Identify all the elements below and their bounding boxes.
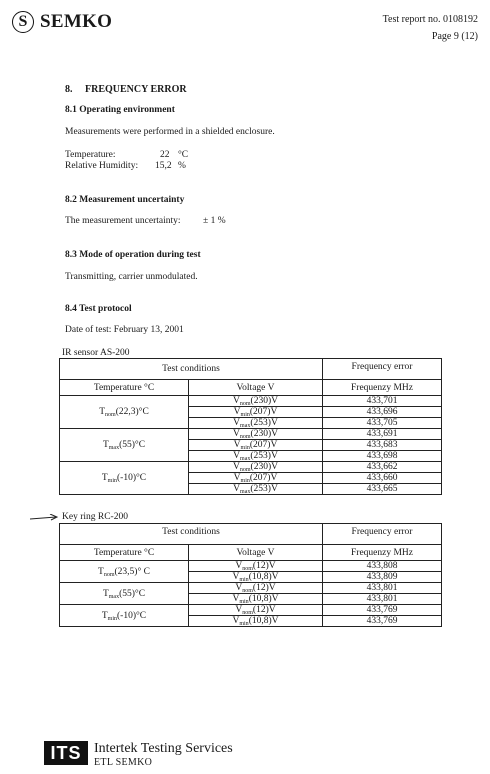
protocol-heading: 8.4 Test protocol xyxy=(65,304,132,314)
report-number: Test report no. 0108192 xyxy=(382,14,478,25)
temperature-value: 22 xyxy=(160,150,170,160)
frequency-column-header: Frequenzy MHz xyxy=(323,545,442,561)
temperature-cell: $T_{min}(-10)^\circ C$ xyxy=(60,605,189,627)
table-row xyxy=(60,605,442,616)
voltage-cell: $V_{max}(253)V$ xyxy=(189,418,323,429)
voltage-cell: $V_{max}(253)V$ xyxy=(189,484,323,495)
voltage-cell: $V_{nom}(12)V$ xyxy=(189,561,323,572)
temperature-column-header: Temperature °C xyxy=(60,380,189,396)
voltage-cell: $V_{nom}(230)V$ xyxy=(189,429,323,440)
mode-heading: 8.3 Mode of operation during test xyxy=(65,250,201,260)
env-text: Measurements were performed in a shielded enclosure. xyxy=(65,127,275,137)
table2-caption: Key ring RC-200 xyxy=(62,512,128,522)
frequency-cell: 433,801 xyxy=(323,583,442,594)
frequency-cell: 433,696 xyxy=(323,407,442,418)
voltage-cell: $V_{nom}(12)V$ xyxy=(189,583,323,594)
voltage-cell: $V_{nom}(12)V$ xyxy=(189,605,323,616)
frequency-cell: 433,662 xyxy=(323,462,442,473)
temperature-cell: $T_{max}(55)^\circ C$ xyxy=(60,429,189,462)
voltage-cell: $V_{min}(10,8)V$ xyxy=(189,616,323,627)
temperature-column-header: Temperature °C xyxy=(60,545,189,561)
humidity-unit: % xyxy=(178,161,186,171)
voltage-cell: $V_{nom}(230)V$ xyxy=(189,396,323,407)
uncertainty-label: The measurement uncertainty: xyxy=(65,216,181,226)
section-title: 8. FREQUENCY ERROR xyxy=(65,84,187,95)
footer-company-name: Intertek Testing Services xyxy=(94,741,233,756)
voltage-column-header: Voltage V xyxy=(189,380,323,396)
uncertainty-heading: 8.2 Measurement uncertainty xyxy=(65,195,185,205)
footer-subtitle: ETL SEMKO xyxy=(94,757,153,768)
frequency-error-header: Frequency error xyxy=(351,527,413,537)
uncertainty-value: ± 1 % xyxy=(203,216,226,226)
voltage-cell: $V_{max}(253)V$ xyxy=(189,451,323,462)
frequency-cell: 433,683 xyxy=(323,440,442,451)
frequency-cell: 433,691 xyxy=(323,429,442,440)
page-number: Page 9 (12) xyxy=(431,31,478,42)
temperature-cell: $T_{nom}(22,3)^\circ C$ xyxy=(60,396,189,429)
temperature-label: Temperature: xyxy=(65,150,116,160)
frequency-cell: 433,769 xyxy=(323,616,442,627)
semko-logo-text: SEMKO xyxy=(40,11,113,32)
voltage-column-header: Voltage V xyxy=(189,545,323,561)
arrow-marker-icon xyxy=(30,514,60,522)
voltage-cell: $V_{min}(207)V$ xyxy=(189,473,323,484)
ir-sensor-table xyxy=(59,358,442,495)
table-row xyxy=(60,429,442,440)
table-row xyxy=(60,561,442,572)
its-logo: ITS xyxy=(44,741,88,765)
humidity-label: Relative Humidity: xyxy=(65,161,139,171)
frequency-error-header: Frequency error xyxy=(351,362,413,372)
temperature-cell: $T_{min}(-10)^\circ C$ xyxy=(60,462,189,495)
key-ring-table xyxy=(59,523,442,627)
voltage-cell: $V_{nom}(230)V$ xyxy=(189,462,323,473)
frequency-cell: 433,665 xyxy=(323,484,442,495)
frequency-cell: 433,809 xyxy=(323,572,442,583)
test-conditions-header: Test conditions xyxy=(60,524,323,545)
table1-caption: IR sensor AS-200 xyxy=(62,348,130,358)
frequency-cell: 433,660 xyxy=(323,473,442,484)
table-row xyxy=(60,583,442,594)
humidity-value: 15,2 xyxy=(155,161,172,171)
temperature-cell: $T_{nom}(23,5)^\circ$ C xyxy=(60,561,189,583)
temperature-cell: $T_{max}(55)^\circ C$ xyxy=(60,583,189,605)
semko-logo-icon: S xyxy=(12,11,34,33)
table-row xyxy=(60,396,442,407)
frequency-cell: 433,701 xyxy=(323,396,442,407)
voltage-cell: $V_{min}(207)V$ xyxy=(189,440,323,451)
frequency-cell: 433,808 xyxy=(323,561,442,572)
env-heading: 8.1 Operating environment xyxy=(65,105,175,115)
voltage-cell: $V_{min}(207)V$ xyxy=(189,407,323,418)
test-conditions-header: Test conditions xyxy=(60,359,323,380)
voltage-cell: $V_{min}(10,8)V$ xyxy=(189,594,323,605)
mode-text: Transmitting, carrier unmodulated. xyxy=(65,272,198,282)
semko-logo xyxy=(12,11,112,33)
frequency-cell: 433,705 xyxy=(323,418,442,429)
test-date: Date of test: February 13, 2001 xyxy=(65,325,184,335)
frequency-cell: 433,801 xyxy=(323,594,442,605)
frequency-cell: 433,769 xyxy=(323,605,442,616)
voltage-cell: $V_{min}(10,8)V$ xyxy=(189,572,323,583)
frequency-cell: 433,698 xyxy=(323,451,442,462)
table-row xyxy=(60,462,442,473)
frequency-column-header: Frequenzy MHz xyxy=(323,380,442,396)
temperature-unit: °C xyxy=(178,150,189,160)
